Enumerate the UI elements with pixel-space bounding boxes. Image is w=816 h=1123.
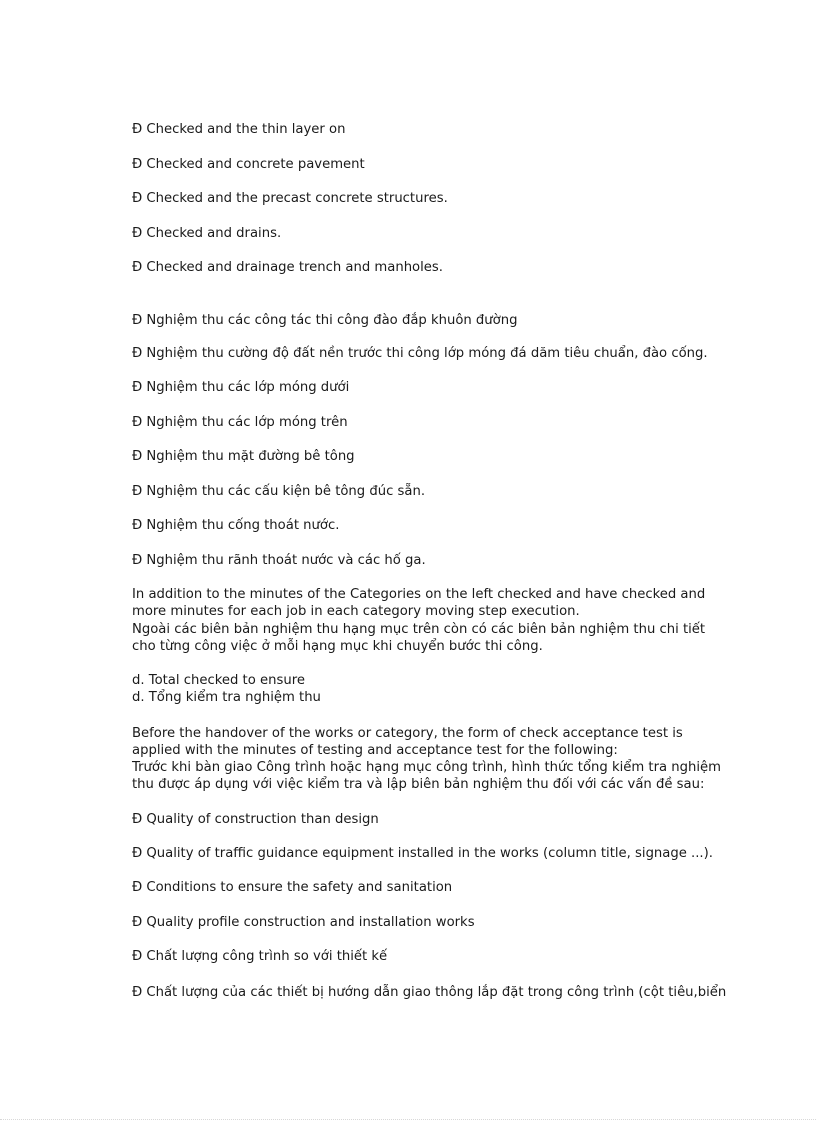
nghiem-thu-item: Đ Nghiệm thu rãnh thoát nước và các hố ga. (132, 553, 426, 568)
quality-item: Đ Quality profile construction and installation works (132, 915, 475, 930)
paragraph-line: applied with the minutes of testing and acceptance test for the following: (132, 743, 618, 758)
nghiem-thu-item: Đ Nghiệm thu các cấu kiện bê tông đúc sẵn. (132, 484, 426, 499)
quality-item: Đ Quality of construction than design (132, 812, 379, 827)
page-bottom-divider (0, 1119, 816, 1120)
section-heading: d. Total checked to ensure (132, 673, 305, 688)
paragraph-line: Ngoài các biên bản nghiệm thu hạng mục trên còn có các biên bản nghiệm thu chi tiết (132, 622, 706, 637)
paragraph-line: cho từng công việc ở mỗi hạng mục khi chuyển bước thi công. (132, 639, 543, 654)
checked-item: Đ Checked and the thin layer on (132, 122, 346, 137)
quality-item: Đ Chất lượng của các thiết bị hướng dẫn giao thông lắp đặt trong công trình (cột tiêu,biển (132, 985, 727, 1000)
checked-item: Đ Checked and drains. (132, 226, 282, 241)
quality-item: Đ Conditions to ensure the safety and sanitation (132, 880, 453, 895)
nghiem-thu-item: Đ Nghiệm thu cường độ đất nền trước thi công lớp móng đá dăm tiêu chuẩn, đào cống. (132, 346, 708, 361)
nghiem-thu-item: Đ Nghiệm thu các lớp móng dưới (132, 380, 350, 395)
quality-item: Đ Quality of traffic guidance equipment installed in the works (column title, signage ...). (132, 846, 713, 861)
paragraph-line: In addition to the minutes of the Categories on the left checked and have checked and (132, 587, 706, 602)
paragraph-line: thu được áp dụng với việc kiểm tra và lập biên bản nghiệm thu đối với các vấn đề sau: (132, 777, 705, 792)
paragraph-line: Trước khi bàn giao Công trình hoặc hạng mục công trình, hình thức tổng kiểm tra nghiệm (132, 760, 721, 775)
nghiem-thu-item: Đ Nghiệm thu các lớp móng trên (132, 415, 348, 430)
checked-item: Đ Checked and the precast concrete structures. (132, 191, 448, 206)
paragraph-line: more minutes for each job in each category moving step execution. (132, 604, 580, 619)
nghiem-thu-item: Đ Nghiệm thu mặt đường bê tông (132, 449, 355, 464)
paragraph-line: Before the handover of the works or category, the form of check acceptance test is (132, 726, 683, 741)
nghiem-thu-item: Đ Nghiệm thu cống thoát nước. (132, 518, 340, 533)
checked-item: Đ Checked and concrete pavement (132, 157, 365, 172)
checked-item: Đ Checked and drainage trench and manholes. (132, 260, 443, 275)
quality-item: Đ Chất lượng công trình so với thiết kế (132, 949, 388, 964)
nghiem-thu-item: Đ Nghiệm thu các công tác thi công đào đắp khuôn đường (132, 313, 518, 328)
section-heading: d. Tổng kiểm tra nghiệm thu (132, 690, 321, 705)
